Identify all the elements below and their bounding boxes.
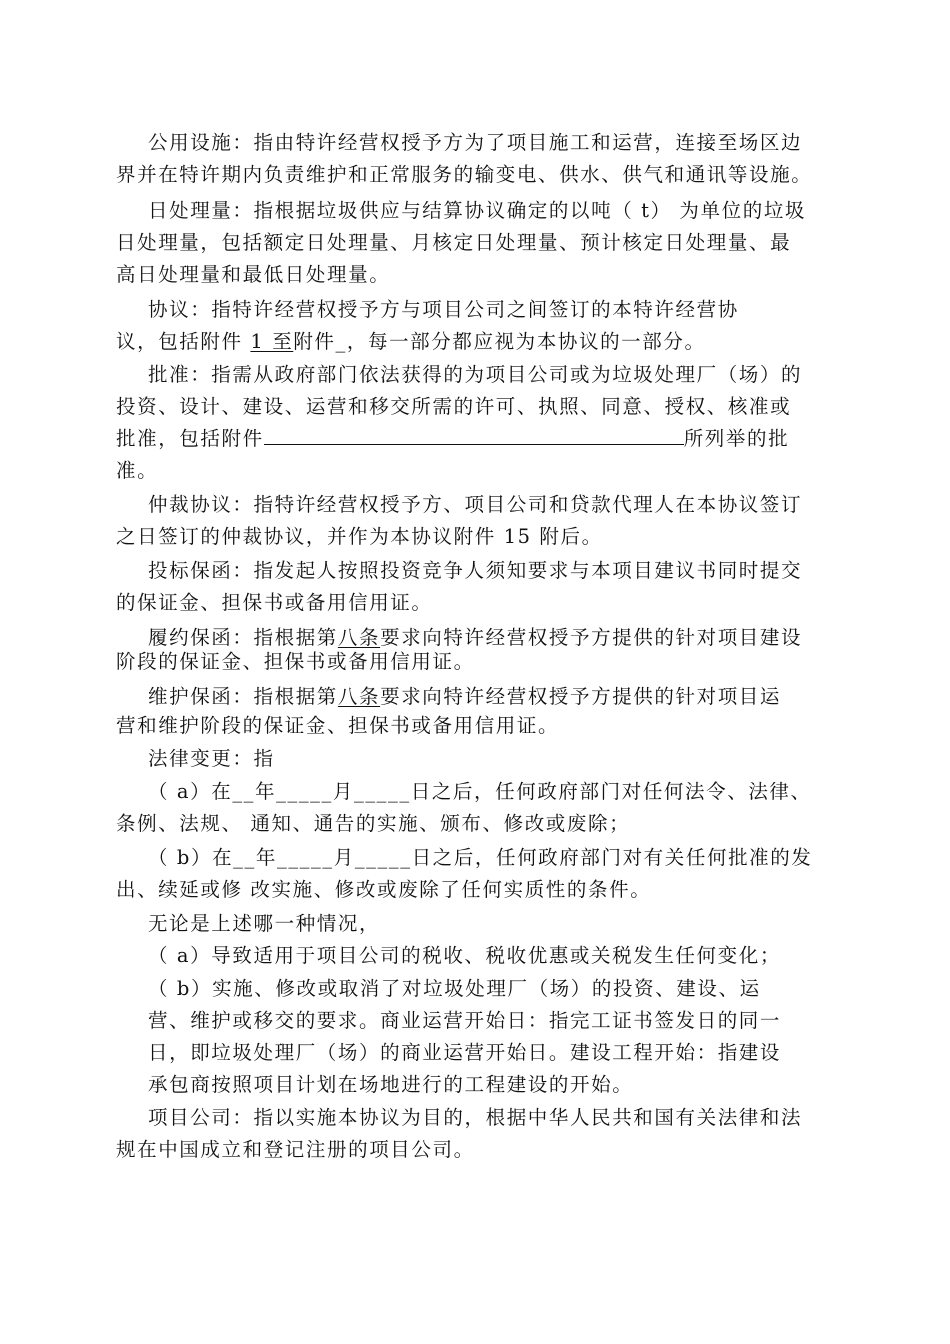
paragraph-daily-capacity-line-2: 日处理量，包括额定日处理量、月核定日处理量、预计核定日处理量、最 <box>116 231 792 254</box>
maintenance-bond-article-ref: 八条 <box>337 685 381 708</box>
paragraph-public-facilities-line-2: 界并在特许期内负责维护和正常服务的输变电、供水、供气和通讯等设施。 <box>116 163 813 186</box>
paragraph-effect-a: （ a）导致适用于项目公司的税收、税收优惠或关税发生任何变化； <box>148 944 781 967</box>
paragraph-public-facilities-line-1: 公用设施：指由特许经营权授予方为了项目施工和运营，连接至场区边 <box>148 131 803 154</box>
paragraph-approval-line-3 <box>116 425 846 453</box>
performance-bond-suffix: 要求向特许经营权授予方提供的针对项目建设 <box>380 626 803 649</box>
agreement-annex-range: 1 至 <box>250 330 294 353</box>
paragraph-law-change-b-line-2: 出、续延或修 改实施、修改或废除了任何实质性的条件。 <box>116 878 652 901</box>
paragraph-effect-b-line-4: 承包商按照项目计划在场地进行的工程建设的开始。 <box>148 1073 634 1096</box>
paragraph-bid-bond-line-2: 的保证金、担保书或备用信用证。 <box>116 591 433 614</box>
paragraph-project-company-line-1: 项目公司：指以实施本协议为目的，根据中华人民共和国有关法律和法 <box>148 1106 803 1129</box>
paragraph-effect-b-line-2: 营、维护或移交的要求。商业运营开始日：指完工证书签发日的同一 <box>148 1009 782 1032</box>
maintenance-bond-prefix: 维护保函：指根据第 <box>148 685 338 708</box>
paragraph-bid-bond-line-1: 投标保函：指发起人按照投资竞争人须知要求与本项目建议书同时提交 <box>148 559 803 582</box>
approval-text-suffix: 所列举的批 <box>683 427 790 450</box>
paragraph-performance-bond-line-2: 阶段的保证金、担保书或备用信用证。 <box>116 650 475 673</box>
agreement-text-suffix: 附件_，每一部分都应视为本协议的一部分。 <box>293 330 706 353</box>
paragraph-maintenance-bond-line-1 <box>148 683 846 711</box>
paragraph-agreement-line-1: 协议：指特许经营权授予方与项目公司之间签订的本特许经营协 <box>148 298 739 321</box>
paragraph-either-case: 无论是上述哪一种情况， <box>148 912 381 935</box>
performance-bond-prefix: 履约保函：指根据第 <box>148 626 338 649</box>
paragraph-daily-capacity-line-3: 高日处理量和最低日处理量。 <box>116 263 391 286</box>
performance-bond-article-ref: 八条 <box>337 626 381 649</box>
paragraph-effect-b-line-3: 日，即垃圾处理厂（场）的商业运营开始日。建设工程开始：指建设 <box>148 1041 782 1064</box>
paragraph-maintenance-bond-line-2: 营和维护阶段的保证金、担保书或备用信用证。 <box>116 714 560 737</box>
paragraph-approval-line-2: 投资、设计、建设、运营和移交所需的许可、执照、同意、授权、核准或 <box>116 395 792 418</box>
maintenance-bond-suffix: 要求向特许经营权授予方提供的针对项目运 <box>380 685 782 708</box>
paragraph-arbitration-line-2: 之日签订的仲裁协议，并作为本协议附件 15 附后。 <box>116 525 603 548</box>
paragraph-law-change-a-line-2: 条例、法规、 通知、通告的实施、颁布、修改或废除； <box>116 812 631 835</box>
paragraph-effect-b-line-1: （ b）实施、修改或取消了对垃圾处理厂（场）的投资、建设、运 <box>148 977 761 1000</box>
approval-annex-blank <box>264 426 684 445</box>
paragraph-law-change-a-line-1: （ a）在__年_____月_____日之后，任何政府部门对任何法令、法律、 <box>148 780 812 803</box>
paragraph-project-company-line-2: 规在中国成立和登记注册的项目公司。 <box>116 1138 475 1161</box>
paragraph-law-change-heading: 法律变更：指 <box>148 747 275 770</box>
paragraph-approval-line-1: 批准：指需从政府部门依法获得的为项目公司或为垃圾处理厂（场）的 <box>148 363 803 386</box>
paragraph-approval-line-4: 准。 <box>116 459 159 482</box>
paragraph-arbitration-line-1: 仲裁协议：指特许经营权授予方、项目公司和贷款代理人在本协议签订 <box>148 493 803 516</box>
paragraph-agreement-line-2 <box>116 328 846 356</box>
agreement-text-prefix: 议，包括附件 <box>116 330 251 353</box>
approval-text-prefix: 批准，包括附件 <box>116 427 264 450</box>
paragraph-law-change-b-line-1: （ b）在__年_____月_____日之后，任何政府部门对有关任何批准的发 <box>148 846 813 869</box>
paragraph-daily-capacity-line-1: 日处理量：指根据垃圾供应与结算协议确定的以吨（ t） 为单位的垃圾 <box>148 199 807 222</box>
